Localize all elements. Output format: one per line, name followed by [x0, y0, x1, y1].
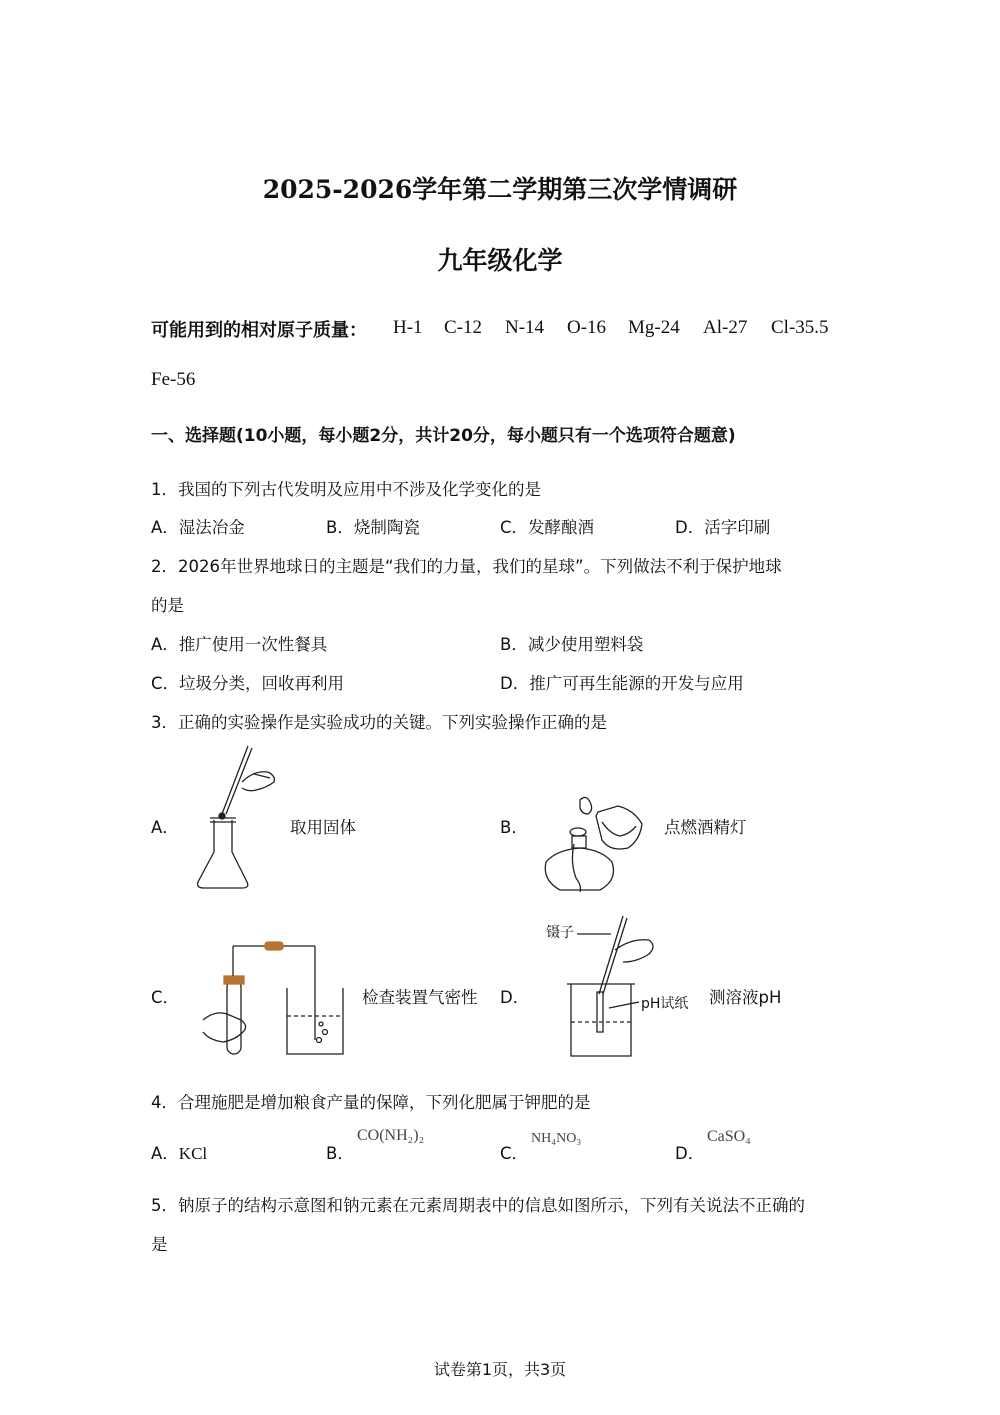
q4-stem: 4．合理施肥是增加粮食产量的保障，下列化肥属于钾肥的是	[151, 1093, 591, 1112]
q3-option-d[interactable]: D．	[500, 988, 530, 1007]
atomic-mass-item: O-16	[567, 317, 607, 338]
tweezers-label: 镊子	[546, 925, 574, 941]
q1-option-b[interactable]: B．烧制陶瓷	[326, 518, 420, 537]
q2-stem: 2．2026年世界地球日的主题是“我们的力量，我们的星球”。下列做法不利于保护地球	[151, 557, 782, 576]
atomic-mass-item: Cl-35.5	[771, 317, 829, 338]
q3-caption-b: 点燃酒精灯	[664, 818, 747, 837]
q4-option-b-formula: CO(NH₂)₂	[357, 1127, 425, 1144]
atomic-masses-label: 可能用到的相对原子质量：	[151, 320, 367, 341]
q3-caption-a: 取用固体	[290, 818, 356, 837]
q4-option-a-formula: KCl	[178, 1144, 208, 1163]
q2-option-a[interactable]: A．推广使用一次性餐具	[151, 635, 328, 654]
exam-subtitle: 九年级化学	[437, 246, 563, 275]
atomic-mass-item: Al-27	[703, 317, 748, 338]
q1-option-d[interactable]: D．活字印刷	[675, 518, 771, 537]
q3-stem: 3．正确的实验操作是实验成功的关键。下列实验操作正确的是	[151, 713, 607, 732]
q1-stem: 1．我国的下列古代发明及应用中不涉及化学变化的是	[151, 480, 541, 499]
atomic-mass-item: Fe-56	[151, 369, 196, 390]
flask-solid-figure	[192, 742, 282, 892]
q3-option-a[interactable]: A．	[151, 818, 179, 837]
atomic-mass-item: N-14	[505, 317, 545, 338]
airtightness-figure	[195, 940, 355, 1060]
atomic-masses	[151, 316, 367, 342]
ph-paper-label: pH试纸	[641, 996, 689, 1012]
q3-caption-c: 检查装置气密性	[362, 988, 478, 1007]
q4-option-d-formula: CaSO₄	[707, 1128, 751, 1145]
q4-option-c-formula: NH₄NO₃	[531, 1131, 582, 1146]
q4-option-a-letter: A．	[151, 1144, 179, 1163]
q3-caption-d: 测溶液pH	[709, 988, 782, 1007]
section-heading: 一、选择题(10小题，每小题2分，共计20分，每小题只有一个选项符合题意)	[151, 426, 736, 446]
alcohol-lamp-figure	[540, 792, 660, 897]
q3-option-c[interactable]: C．	[151, 988, 180, 1007]
q4-option-d-letter[interactable]: D．	[675, 1144, 705, 1163]
q1-option-c[interactable]: C．发酵酿酒	[500, 518, 595, 537]
q2-option-b[interactable]: B．减少使用塑料袋	[500, 635, 644, 654]
page-footer: 试卷第1页，共3页	[433, 1360, 567, 1379]
q4-option-c-letter[interactable]: C．	[500, 1144, 529, 1163]
q3-option-b[interactable]: B．	[500, 818, 528, 837]
q5-stem-cont: 是	[151, 1235, 168, 1254]
atomic-mass-item: Mg-24	[628, 317, 680, 338]
q4-option-a[interactable]	[151, 1140, 207, 1164]
exam-title: 2025-2026学年第二学期第三次学情调研	[262, 175, 738, 204]
atomic-mass-item: H-1	[393, 317, 423, 338]
q2-option-d[interactable]: D．推广可再生能源的开发与应用	[500, 674, 744, 693]
q2-option-c[interactable]: C．垃圾分类，回收再利用	[151, 674, 345, 693]
q4-option-b-letter[interactable]: B．	[326, 1144, 354, 1163]
q5-stem: 5．钠原子的结构示意图和钠元素在元素周期表中的信息如图所示，下列有关说法不正确的	[151, 1196, 805, 1215]
q2-stem-cont: 的是	[151, 596, 184, 615]
q1-option-a[interactable]: A．湿法冶金	[151, 518, 245, 537]
atomic-mass-item: C-12	[444, 317, 482, 338]
